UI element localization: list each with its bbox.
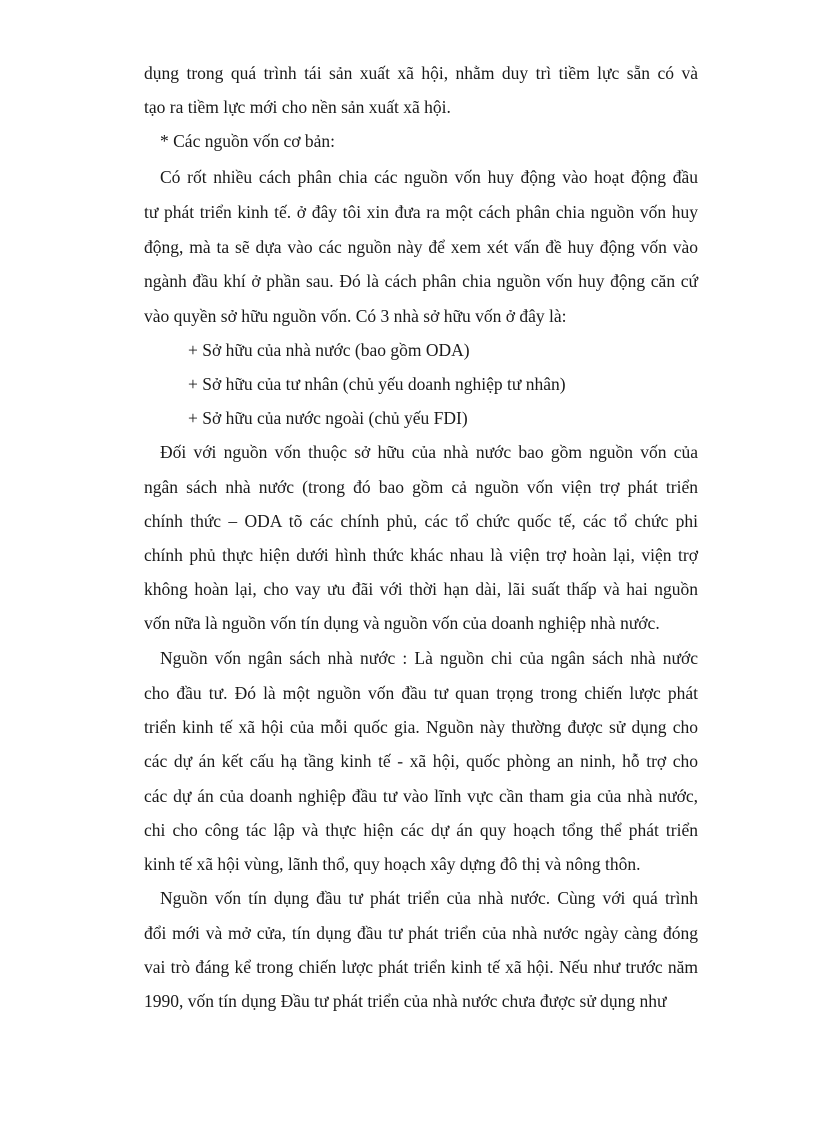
text-line: vốn nữa là nguồn vốn tín dụng và nguồn vốn của doanh nghiệp nhà nước.	[144, 613, 660, 633]
text-line: triển kinh tế xã hội của mỗi quốc gia. Nguồn này thường được sử dụng cho	[144, 717, 698, 737]
text-line: đổi mới và mở cửa, tín dụng đầu tư phát triển của nhà nước ngày càng đóng	[144, 923, 698, 943]
text-line: tư phát triển kinh tế. ở đây tôi xin đưa ra một cách phân chia nguồn vốn huy	[144, 202, 698, 222]
text-line: các dự án của doanh nghiệp đầu tư vào lĩnh vực cần tham gia của nhà nước,	[144, 786, 698, 806]
text-line: Nguồn vốn tín dụng đầu tư phát triển của nhà nước. Cùng với quá trình	[160, 888, 698, 908]
text-line: chi cho công tác lập và thực hiện các dự án quy hoạch tổng thể phát triển	[144, 820, 698, 840]
text-line: Đối với nguồn vốn thuộc sở hữu của nhà nước bao gồm nguồn vốn của	[160, 442, 698, 462]
text-line: các dự án kết cấu hạ tầng kinh tế - xã hội, quốc phòng an ninh, hỗ trợ cho	[144, 751, 698, 771]
text-line: dụng trong quá trình tái sản xuất xã hội, nhằm duy trì tiềm lực sẵn có và	[144, 63, 698, 83]
text-line: 1990, vốn tín dụng Đầu tư phát triển của nhà nước chưa được sử dụng như	[144, 991, 667, 1011]
text-line: kinh tế xã hội vùng, lãnh thổ, quy hoạch xây dựng đô thị và nông thôn.	[144, 854, 641, 874]
text-line: vào quyền sở hữu nguồn vốn. Có 3 nhà sở hữu vốn ở đây là:	[144, 306, 567, 326]
section-heading: * Các nguồn vốn cơ bản:	[160, 131, 335, 151]
text-line: cho đầu tư. Đó là một nguồn vốn đầu tư quan trọng trong chiến lược phát	[144, 683, 698, 703]
text-line: chính thức – ODA tõ các chính phủ, các tổ chức quốc tế, các tổ chức phi	[144, 511, 698, 531]
text-line: vai trò đáng kể trong chiến lược phát triển kinh tế xã hội. Nếu như trước năm	[144, 957, 698, 977]
text-line: động, mà ta sẽ dựa vào các nguồn này để xem xét vấn đề huy động vốn vào	[144, 237, 698, 257]
text-line: ngành đầu khí ở phần sau. Đó là cách phân chia nguồn vốn huy động căn cứ	[144, 271, 698, 291]
text-line: không hoàn lại, cho vay ưu đãi với thời hạn dài, lãi suất thấp và hai nguồn	[144, 579, 698, 599]
text-line: tạo ra tiềm lực mới cho nền sản xuất xã hội.	[144, 97, 451, 117]
text-line: Nguồn vốn ngân sách nhà nước : Là nguồn chi của ngân sách nhà nước	[160, 648, 698, 668]
bullet-item: + Sở hữu của nước ngoài (chủ yếu FDI)	[188, 408, 468, 428]
bullet-item: + Sở hữu của tư nhân (chủ yếu doanh nghiệp tư nhân)	[188, 374, 566, 394]
text-line: chính phủ thực hiện dưới hình thức khác nhau là viện trợ hoàn lại, viện trợ	[144, 545, 698, 565]
text-line: Có rốt nhiều cách phân chia các nguồn vốn huy động vào hoạt động đầu	[160, 167, 698, 187]
bullet-item: + Sở hữu của nhà nước (bao gồm ODA)	[188, 340, 470, 360]
text-line: ngân sách nhà nước (trong đó bao gồm cả nguồn vốn viện trợ phát triển	[144, 477, 698, 497]
